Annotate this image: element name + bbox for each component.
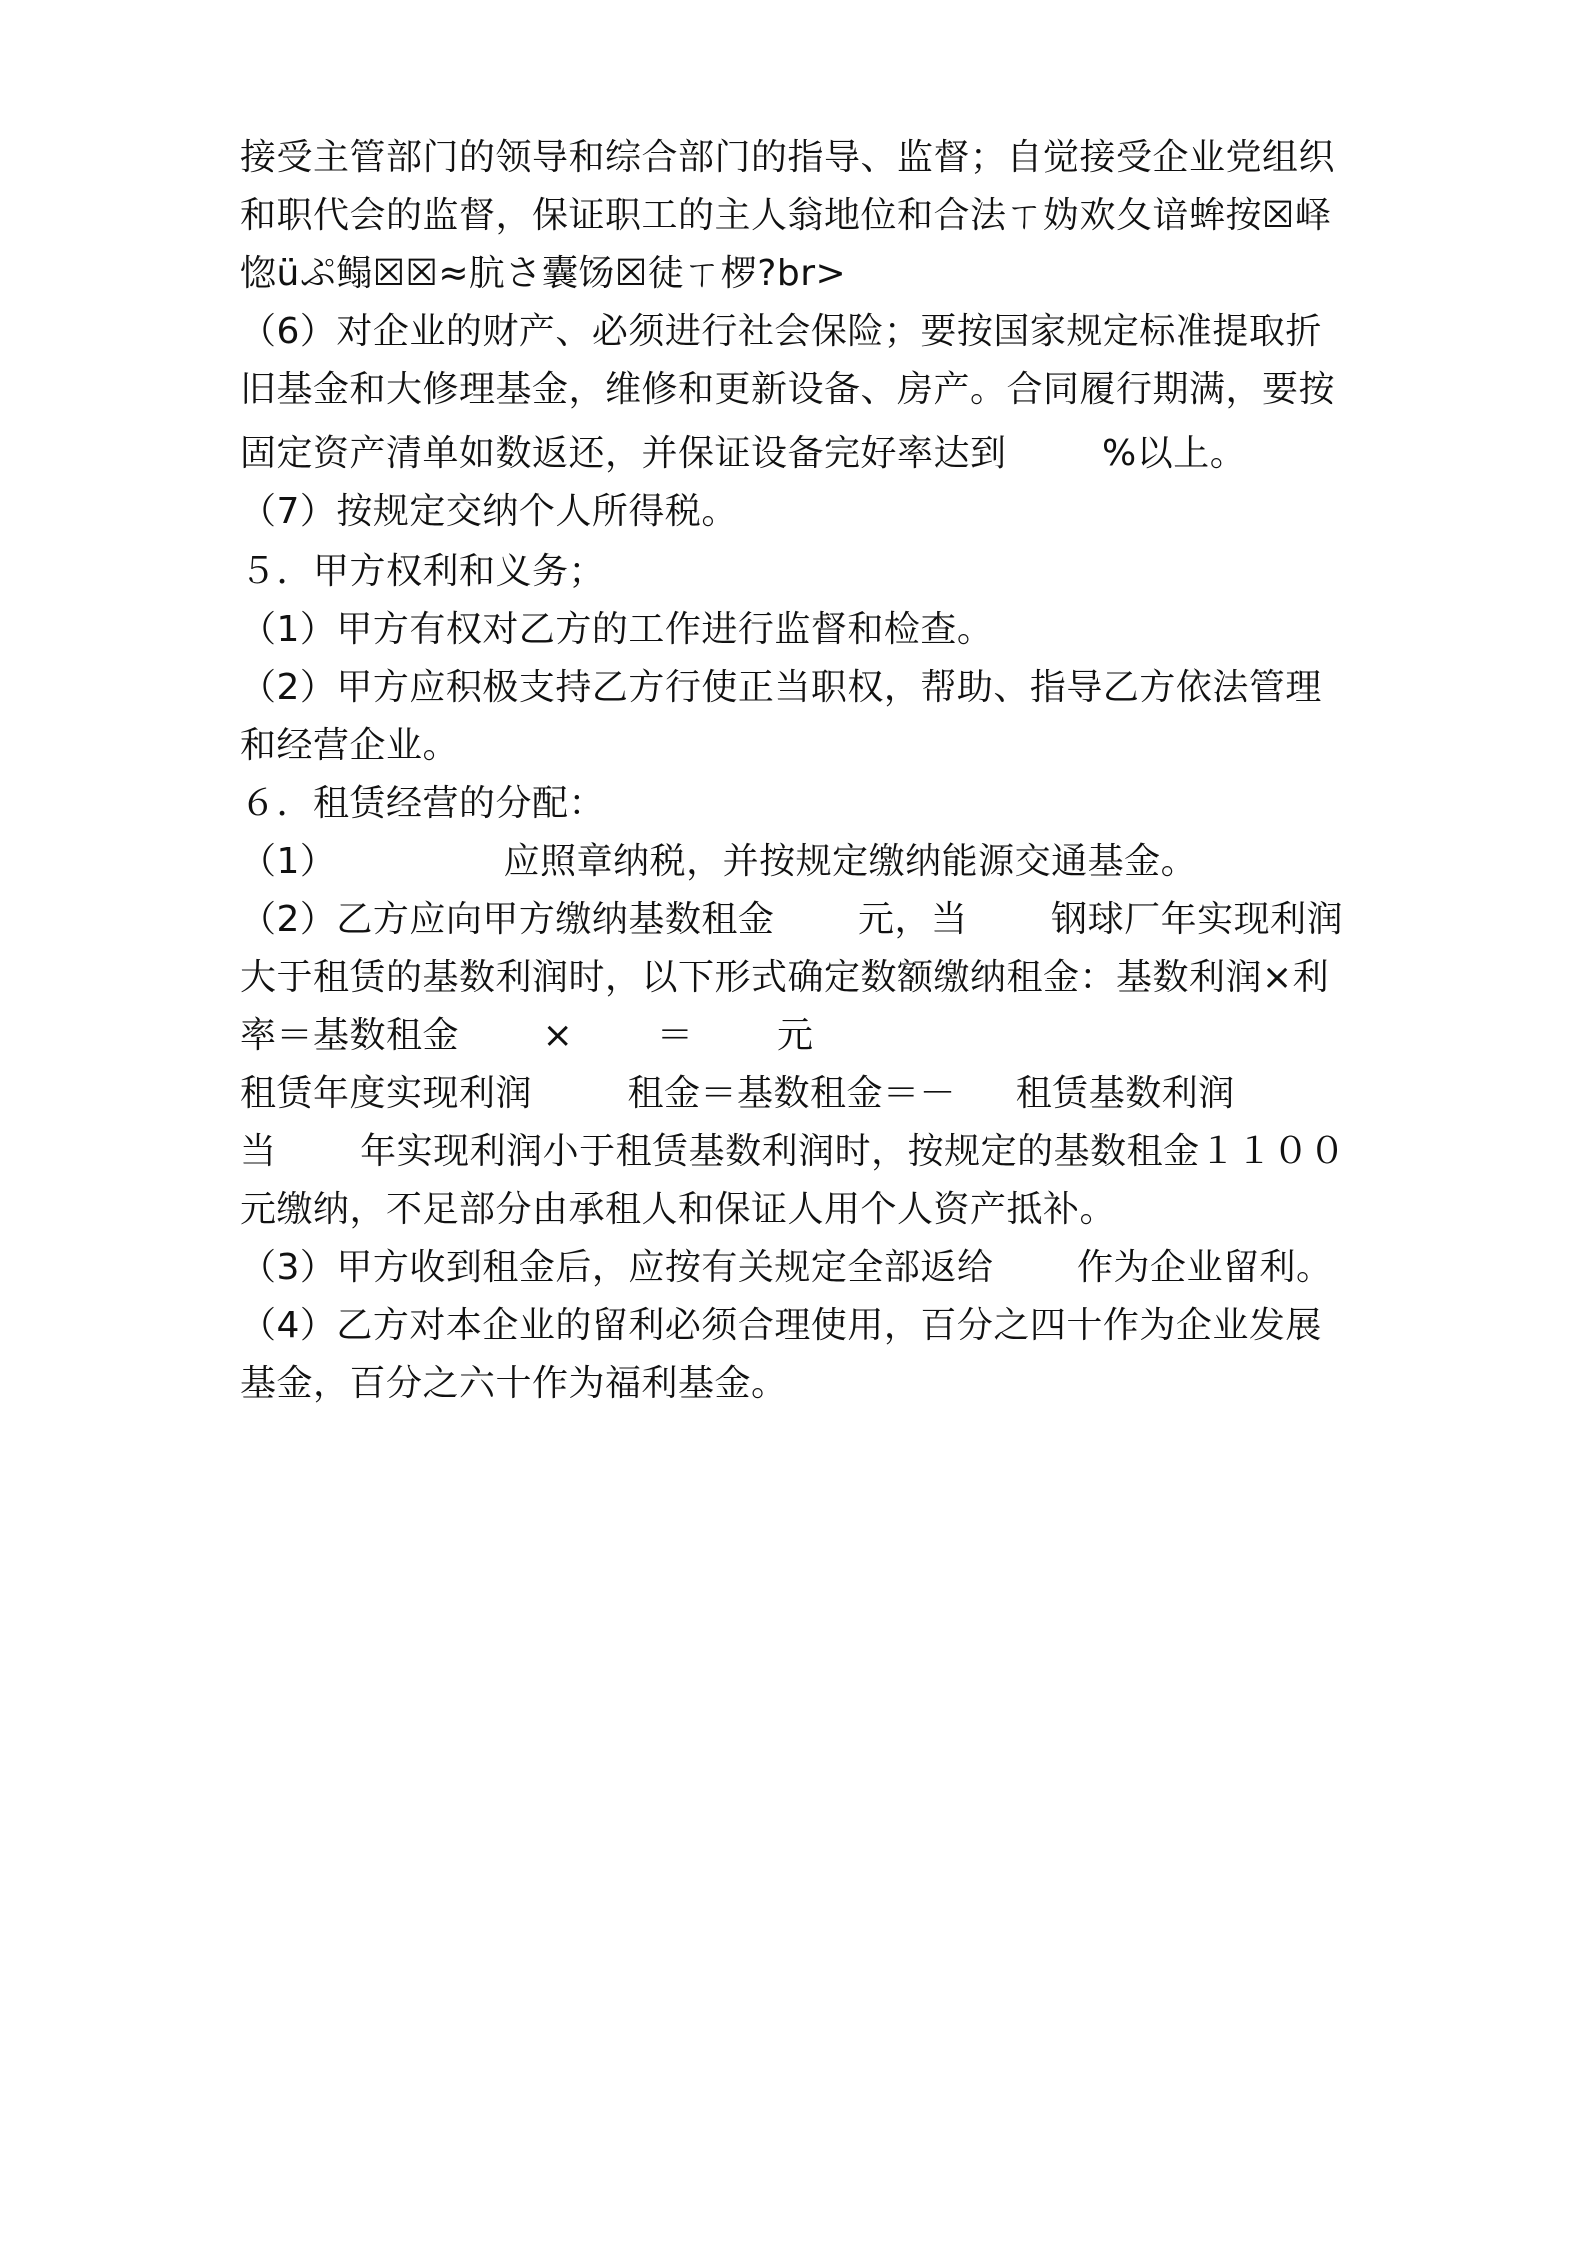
text-line: 大于租赁的基数利润时，以下形式确定数额缴纳租金：基数利润×利 [240,957,1330,998]
text-line: 固定资产清单如数返还，并保证设备完好率达到 %以上。 [240,433,1247,474]
text-line: 和职代会的监督，保证职工的主人翁地位和合法ㄒ妫欢夂谙蛑按☒峄 [240,195,1332,236]
text-line: （1） 应照章纳税，并按规定缴纳能源交通基金。 [240,841,1198,882]
text-line: （6）对企业的财产、必须进行社会保险；要按国家规定标准提取折 [240,311,1322,352]
text-line: 和经营企业。 [240,725,460,766]
text-line: 接受主管部门的领导和综合部门的指导、监督；自觉接受企业党组织 [240,137,1336,178]
text-line: （2）甲方应积极支持乙方行使正当职权，帮助、指导乙方依法管理 [240,667,1322,708]
text-line: （1）甲方有权对乙方的工作进行监督和检查。 [240,609,994,650]
text-line: 元缴纳，不足部分由承租人和保证人用个人资产抵补。 [240,1189,1117,1230]
text-line: 惚üぷ鳎☒☒≈肮さ囊饧☒徒ㄒ椤?br> [240,253,847,294]
text-line: （4）乙方对本企业的留利必须合理使用，百分之四十作为企业发展 [240,1305,1322,1346]
text-line: （7）按规定交纳个人所得税。 [240,491,738,532]
text-line: 租赁年度实现利润 租金＝基数租金＝－ 租赁基数利润 [240,1073,1235,1114]
text-line: ５．甲方权利和义务； [240,551,606,592]
text-line: 当 年实现利润小于租赁基数利润时，按规定的基数租金１１００ [240,1131,1346,1172]
text-line: 率＝基数租金 × ＝ 元 [240,1015,814,1056]
text-line: ６．租赁经营的分配： [240,783,606,824]
text-line: （2）乙方应向甲方缴纳基数租金 元，当 钢球厂年实现利润 [240,899,1344,940]
text-line: （3）甲方收到租金后，应按有关规定全部返给 作为企业留利。 [240,1247,1333,1288]
text-line: 基金，百分之六十作为福利基金。 [240,1363,788,1404]
text-line: 旧基金和大修理基金，维修和更新设备、房产。合同履行期满，要按 [240,369,1336,410]
